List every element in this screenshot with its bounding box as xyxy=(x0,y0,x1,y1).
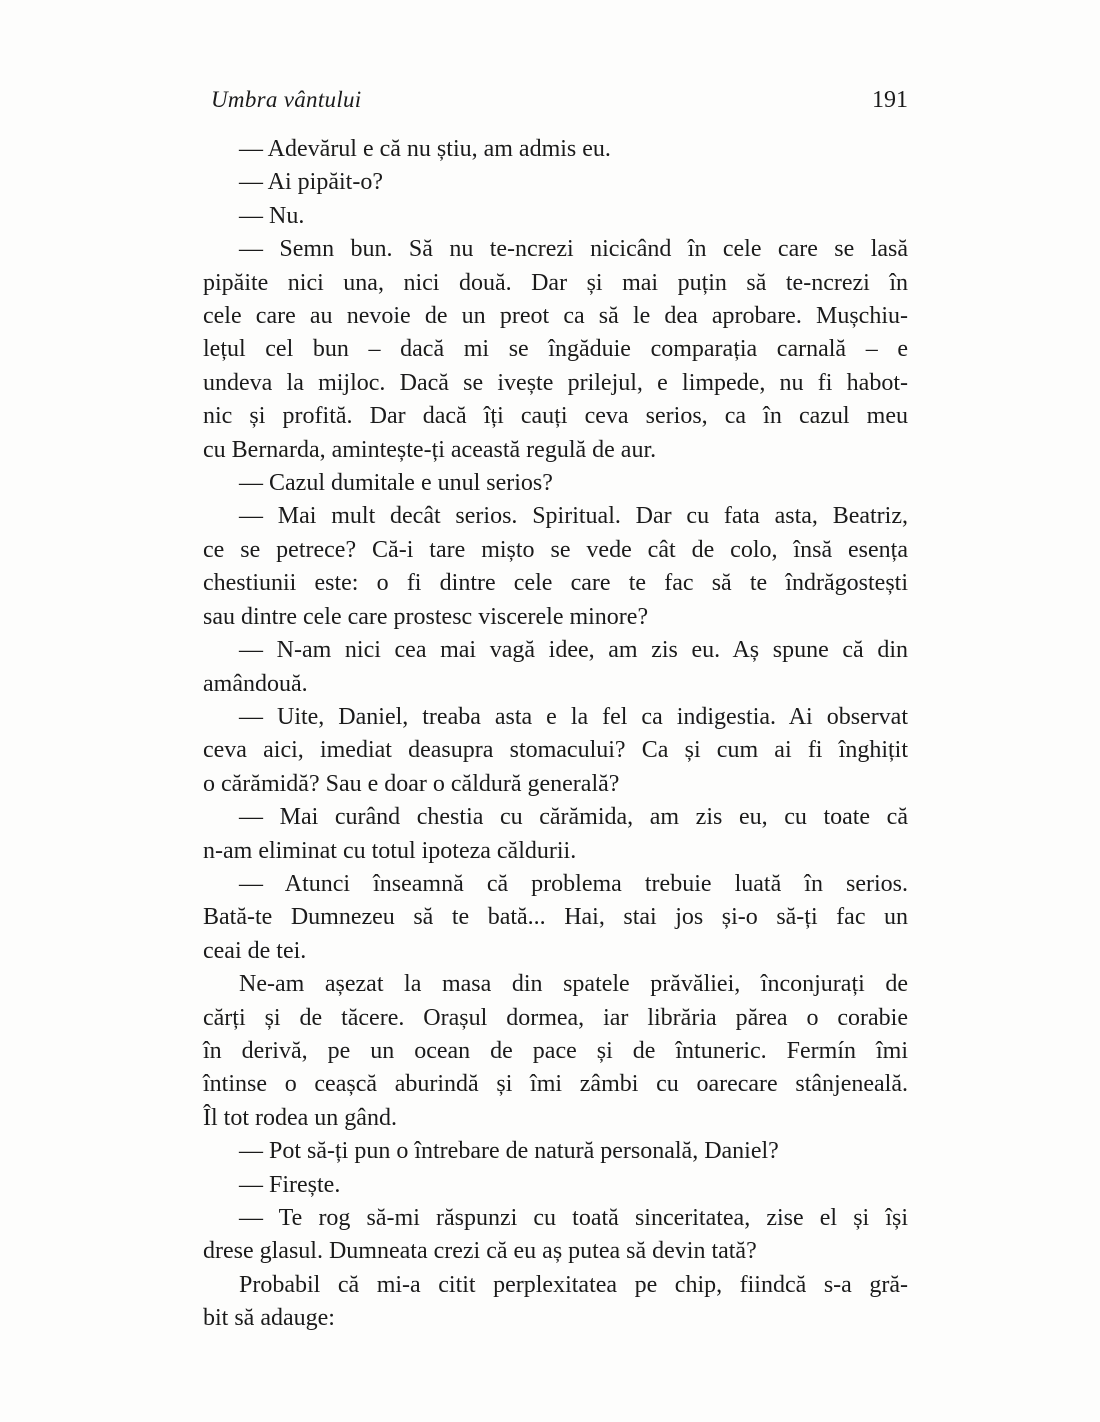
text-line: Îl tot rodea un gând. xyxy=(203,1104,397,1131)
text-line: nic și profită. Dar dacă îți cauți ceva serios, ca în cazul meu xyxy=(203,403,908,430)
text-line: Ne-am așezat la masa din spatele prăvăliei, înconjurați de xyxy=(239,971,908,998)
text-line: în derivă, pe un ocean de pace și de întuneric. Fermín îmi xyxy=(203,1037,908,1064)
running-header xyxy=(203,87,908,113)
text-line: — Firește. xyxy=(239,1171,341,1198)
text-line: — Mai mult decât serios. Spiritual. Dar cu fata asta, Beatriz, xyxy=(239,503,908,530)
text-line: — N-am nici cea mai vagă idee, am zis eu. Aș spune că din xyxy=(239,637,908,664)
text-line: — Mai curând chestia cu cărămida, am zis eu, cu toate că xyxy=(239,804,908,831)
text-line: — Atunci înseamnă că problema trebuie luată în serios. xyxy=(239,870,908,897)
text-line: — Nu. xyxy=(239,202,305,229)
text-line: Probabil că mi-a citit perplexitatea pe chip, fiindcă s-a gră- xyxy=(239,1271,908,1298)
text-line: cele care au nevoie de un preot ca să le dea aprobare. Mușchiu- xyxy=(203,303,908,330)
text-line: sau dintre cele care prostesc viscerele minore? xyxy=(203,603,649,630)
text-line: cărți și de tăcere. Orașul dormea, iar librăria părea o corabie xyxy=(203,1004,908,1031)
text-line: n-am eliminat cu totul ipoteza căldurii. xyxy=(203,837,577,864)
text-line: drese glasul. Dumneata crezi că eu aș putea să devin tată? xyxy=(203,1238,757,1265)
text-line: — Te rog să-mi răspunzi cu toată sinceritatea, zise el și își xyxy=(239,1205,908,1231)
text-line: ceai de tei. xyxy=(203,937,307,964)
text-line: ceva aici, imediat deasupra stomacului? Ca și cum ai fi înghițit xyxy=(203,737,908,764)
text-line: întinse o ceașcă aburindă și îmi zâmbi cu oarecare stânjeneală. xyxy=(203,1071,908,1098)
text-line: pipăite nici una, nici două. Dar și mai puțin să te-ncrezi în xyxy=(203,269,908,296)
text-line: o cărămidă? Sau e doar o căldură generală? xyxy=(203,770,620,797)
page-number: 191 xyxy=(872,87,908,113)
text-line: ce se petrece? Că-i tare mișto se vede cât de colo, însă esența xyxy=(203,536,908,563)
text-line: Bată-te Dumnezeu să te bată... Hai, stai jos și-o să-ți fac un xyxy=(203,904,908,931)
text-line: — Ai pipăit-o? xyxy=(239,169,383,196)
text-line: amândouă. xyxy=(203,670,308,697)
text-line: lețul cel bun – dacă mi se îngăduie comparația carnală – e xyxy=(203,336,908,363)
text-line: — Pot să-ți pun o întrebare de natură personală, Daniel? xyxy=(239,1138,779,1165)
text-line: chestiunii este: o fi dintre cele care te fac să te îndrăgostești xyxy=(203,570,908,597)
text-line: — Adevărul e că nu știu, am admis eu. xyxy=(239,136,611,162)
text-line: cu Bernarda, amintește-ți această regulă de aur. xyxy=(203,436,657,463)
running-title: Umbra vântului xyxy=(211,87,362,112)
text-line: — Semn bun. Să nu te-ncrezi nicicând în cele care se lasă xyxy=(239,236,908,263)
text-line: bit să adauge: xyxy=(203,1305,335,1332)
text-line: undeva la mijloc. Dacă se ivește prilejul, e limpede, nu fi habot- xyxy=(203,369,908,396)
text-line: — Uite, Daniel, treaba asta e la fel ca indigestia. Ai observat xyxy=(239,703,908,730)
text-line: — Cazul dumitale e unul serios? xyxy=(239,470,553,497)
page-body xyxy=(203,133,908,1336)
